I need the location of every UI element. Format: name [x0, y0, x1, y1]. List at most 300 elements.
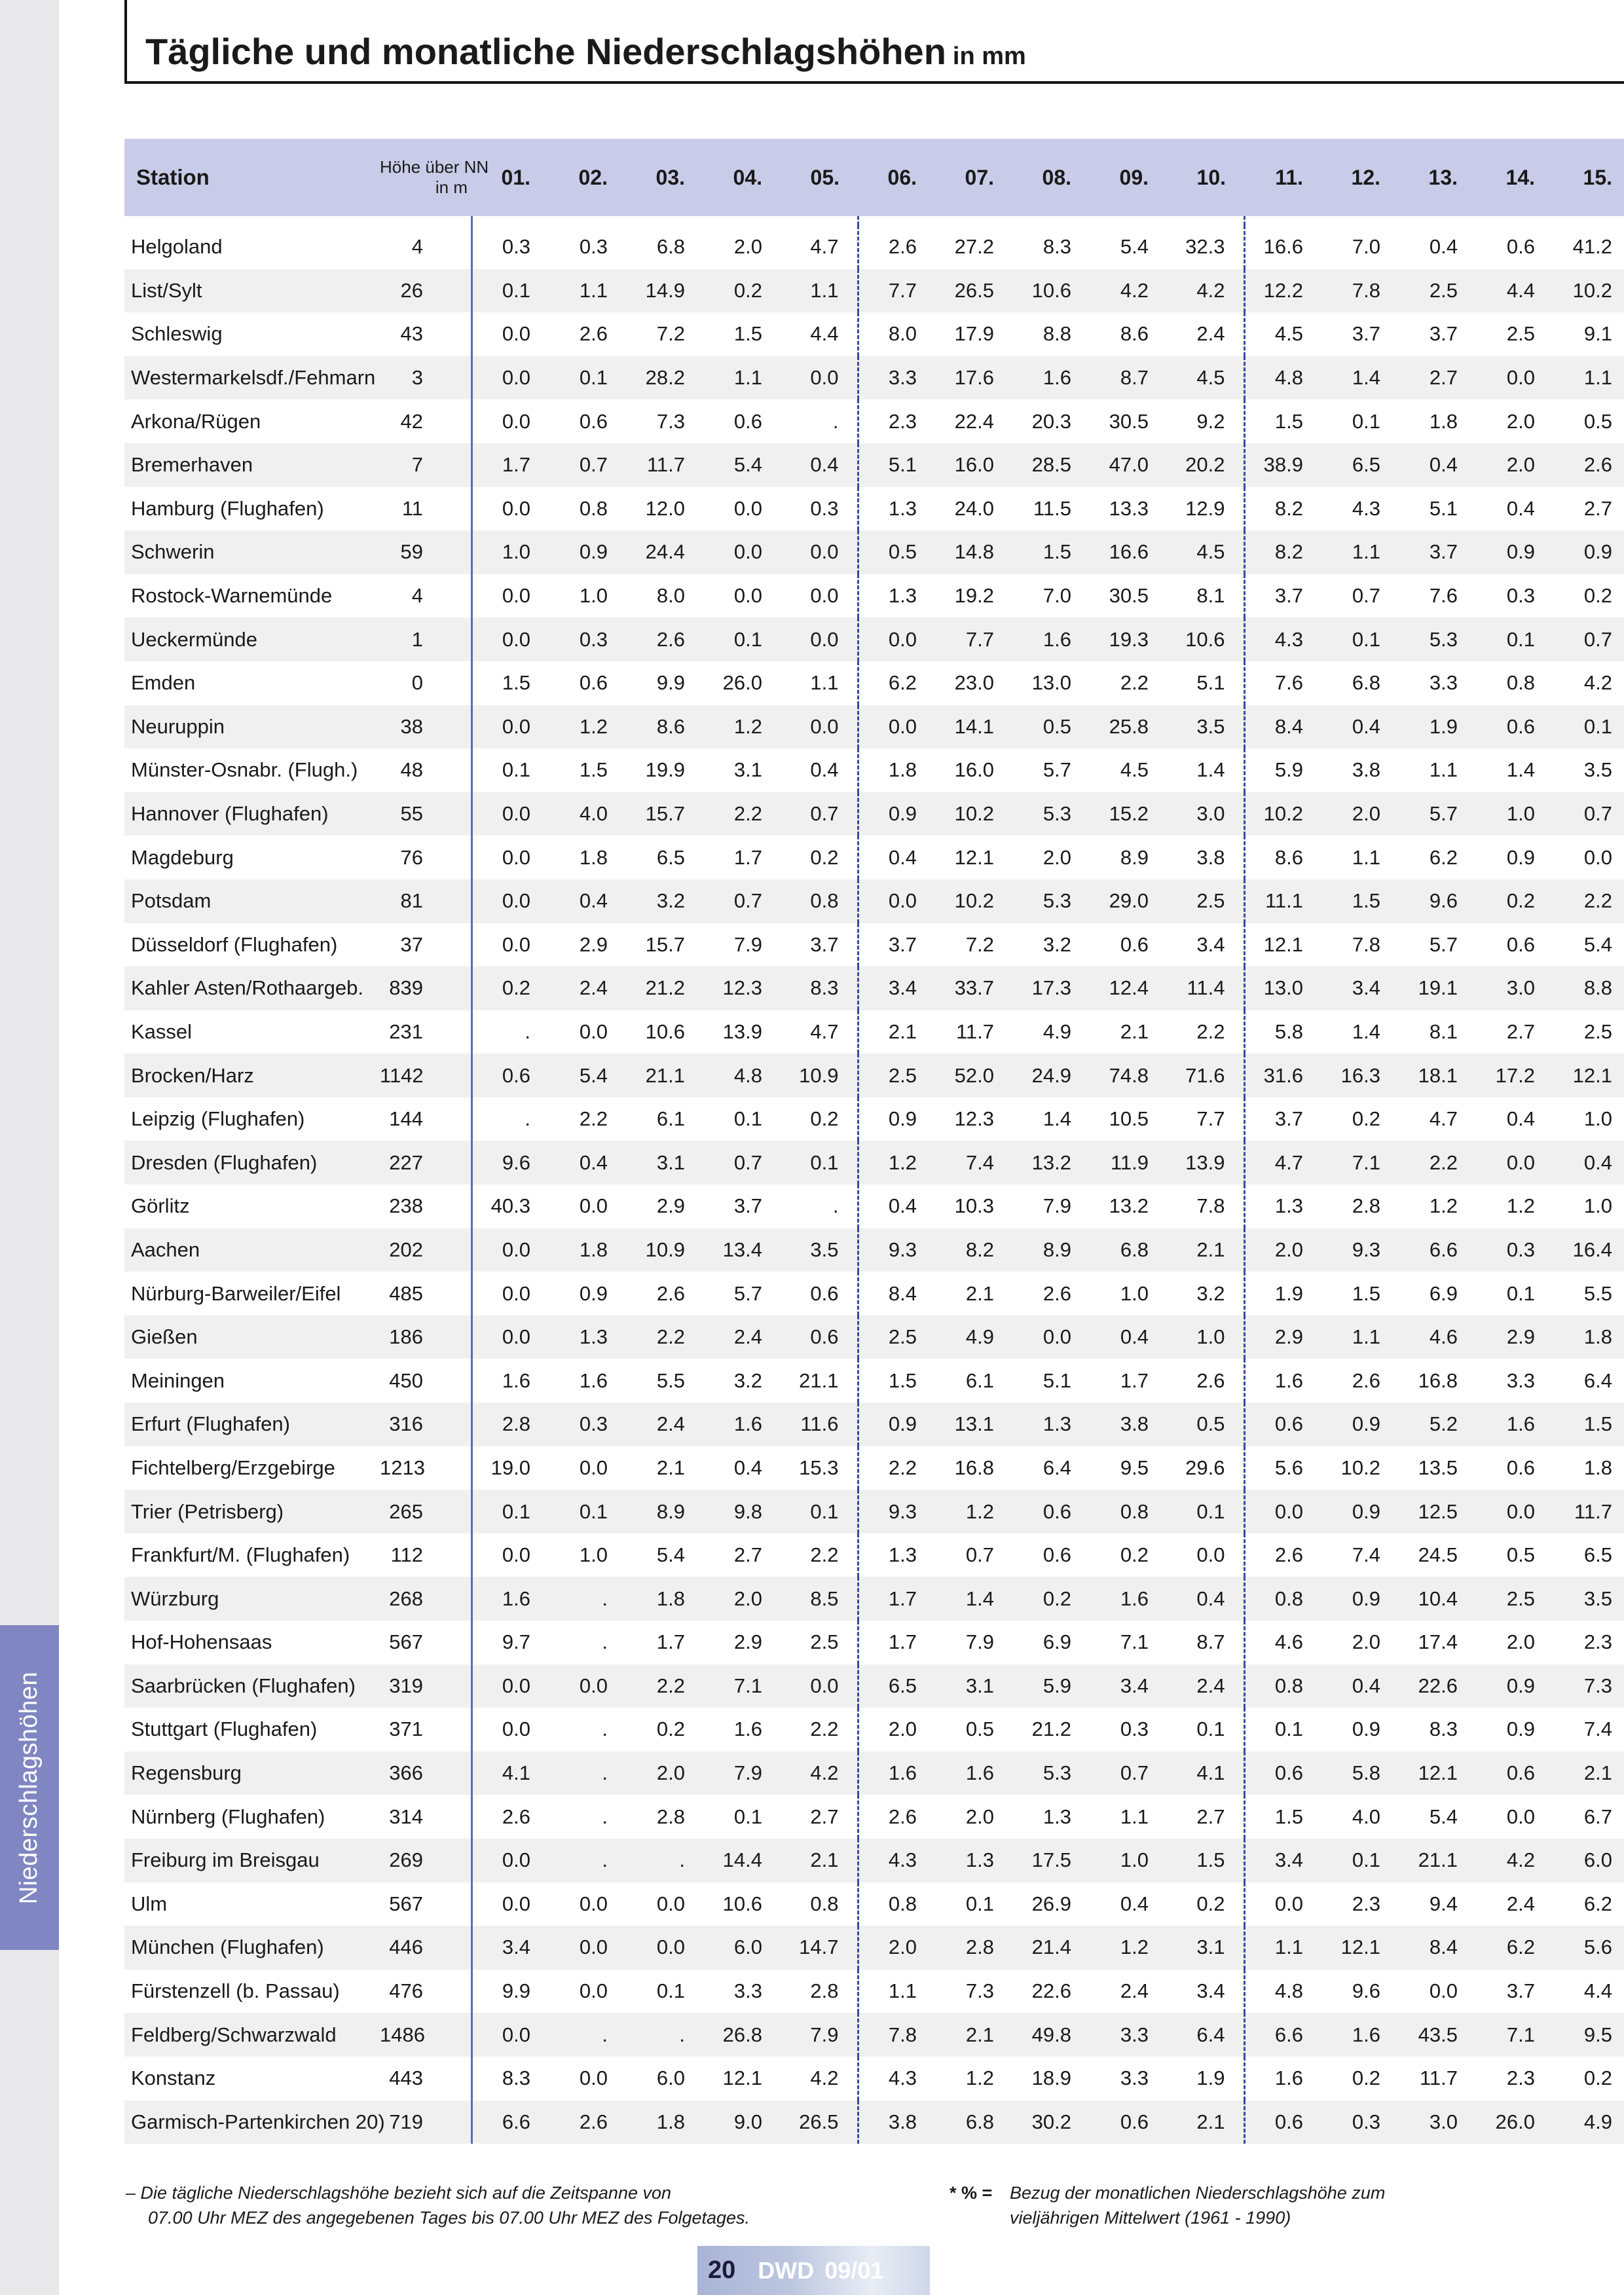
table-row	[124, 1228, 1624, 1272]
precip-value: 8.9	[1090, 835, 1167, 879]
page-footer-badge	[697, 2246, 930, 2295]
precip-value: 0.0	[858, 879, 935, 923]
station-name: Frankfurt/M. (Flughafen)	[124, 1533, 380, 1577]
precip-value: 2.8	[781, 1970, 858, 2013]
height-separator	[432, 1490, 471, 1533]
precip-value: 0.9	[858, 1403, 935, 1446]
precip-value: 11.5	[1012, 487, 1090, 531]
table-row	[124, 1926, 1624, 1970]
precip-value: 10.2	[1553, 269, 1624, 313]
precip-value: 6.0	[626, 2057, 703, 2101]
precip-value: 12.1	[703, 2057, 781, 2101]
precip-value: 22.4	[935, 399, 1012, 443]
precip-value: 21.1	[626, 1054, 703, 1097]
precip-value: 1.2	[935, 1490, 1012, 1533]
table-row	[124, 1752, 1624, 1795]
precip-value: 9.6	[471, 1141, 549, 1184]
precip-value: 20.3	[1012, 399, 1090, 443]
station-name: Neuruppin	[124, 705, 380, 749]
station-height: 227	[380, 1141, 432, 1184]
table-row	[124, 1184, 1624, 1228]
precip-value: 5.7	[1399, 923, 1476, 967]
precip-value: 17.4	[1399, 1621, 1476, 1664]
precip-value: 0.8	[1244, 1577, 1321, 1621]
precip-value: 4.1	[471, 1752, 549, 1795]
precip-value: 5.1	[1399, 487, 1476, 531]
precip-value: 5.4	[703, 443, 781, 487]
precip-value: 0.6	[1244, 2101, 1321, 2144]
precip-value: 6.7	[1553, 1795, 1624, 1839]
precip-value: 0.6	[471, 1054, 549, 1097]
precip-value: 0.2	[703, 269, 781, 313]
precip-value: 0.0	[471, 487, 549, 531]
height-separator	[432, 617, 471, 661]
precip-value: 8.5	[781, 1577, 858, 1621]
station-name: Freiburg im Breisgau	[124, 1839, 380, 1882]
precip-value: 7.0	[1321, 225, 1399, 269]
precip-value: 4.2	[1476, 1839, 1553, 1882]
precip-value: 0.9	[1321, 1403, 1399, 1446]
precip-value: 0.0	[471, 574, 549, 618]
precip-value: 1.5	[1553, 1403, 1624, 1446]
precip-value: 16.8	[1399, 1359, 1476, 1403]
precip-value: 8.8	[1012, 312, 1090, 356]
precip-value: 1.1	[1244, 1926, 1321, 1970]
table-row	[124, 792, 1624, 836]
precip-value: 6.5	[858, 1664, 935, 1708]
station-name: Rostock-Warnemünde	[124, 574, 380, 618]
precip-value: 0.0	[1012, 1315, 1090, 1359]
precip-value: 0.3	[549, 225, 626, 269]
precip-value: 1.0	[1553, 1184, 1624, 1228]
precip-value: 1.3	[1012, 1795, 1090, 1839]
publisher-label: DWD	[758, 2256, 815, 2284]
precip-value: 26.8	[703, 2013, 781, 2057]
station-height: 4	[380, 574, 432, 618]
precip-value: 11.7	[1399, 2057, 1476, 2101]
footnote-left-line2: 07.00 Uhr MEZ des angegebenen Tages bis 07.00 Uhr MEZ des Folgetages.	[148, 2208, 750, 2228]
precip-value: 5.1	[858, 443, 935, 487]
precip-value: 0.6	[1476, 923, 1553, 967]
precip-value: 0.1	[1476, 617, 1553, 661]
precip-value: 4.2	[781, 1752, 858, 1795]
table-row	[124, 225, 1624, 269]
precip-value: 6.5	[1321, 443, 1399, 487]
height-separator	[432, 1752, 471, 1795]
precip-value: 0.6	[781, 1315, 858, 1359]
table-row	[124, 312, 1624, 356]
precip-value: 29.0	[1090, 879, 1167, 923]
precip-value: .	[781, 399, 858, 443]
precip-value: 1.6	[1012, 617, 1090, 661]
precip-value: 2.1	[858, 1010, 935, 1054]
precip-value: 7.3	[1553, 1664, 1624, 1708]
precip-value: 13.0	[1244, 966, 1321, 1010]
precip-value: 3.3	[1090, 2013, 1167, 2057]
table-row	[124, 705, 1624, 749]
precip-value: 0.0	[471, 399, 549, 443]
precip-value: 14.1	[935, 705, 1012, 749]
precip-value: 2.6	[858, 1795, 935, 1839]
precip-value: 8.2	[1244, 530, 1321, 574]
precip-value: 3.3	[858, 356, 935, 400]
precip-value: 2.5	[1399, 269, 1476, 313]
precip-value: 2.2	[858, 1446, 935, 1490]
precip-value: 0.2	[781, 835, 858, 879]
precip-value: 1.2	[1090, 1926, 1167, 1970]
page-title-text: Tägliche und monatliche Niederschlagshöhen	[145, 31, 946, 72]
precip-value: 2.7	[1476, 1010, 1553, 1054]
station-name: Bremerhaven	[124, 443, 380, 487]
precip-value: 10.2	[935, 879, 1012, 923]
precip-value: 2.0	[703, 225, 781, 269]
precip-value: 14.9	[626, 269, 703, 313]
precip-value: 3.7	[1399, 312, 1476, 356]
precip-value: 13.2	[1012, 1141, 1090, 1184]
height-separator	[432, 1577, 471, 1621]
precip-value: 8.7	[1090, 356, 1167, 400]
precip-value: 7.1	[703, 1664, 781, 1708]
precip-value: 0.0	[471, 835, 549, 879]
precip-value: 0.1	[703, 1795, 781, 1839]
precip-value: 0.7	[1321, 574, 1399, 618]
precip-value: 0.0	[471, 1315, 549, 1359]
precip-value: 12.2	[1244, 269, 1321, 313]
side-tab-label: Niederschlagshöhen	[15, 1671, 43, 1904]
table-row	[124, 661, 1624, 705]
precip-value: 2.1	[1090, 1010, 1167, 1054]
precip-value: 18.1	[1399, 1054, 1476, 1097]
precip-value: 26.0	[1476, 2101, 1553, 2144]
precip-value: 0.2	[1553, 2057, 1624, 2101]
height-separator	[432, 966, 471, 1010]
precip-value: 2.1	[935, 1272, 1012, 1315]
station-name: Ulm	[124, 1882, 380, 1926]
precip-value: 19.9	[626, 748, 703, 792]
height-separator	[432, 1970, 471, 2013]
station-height: 265	[380, 1490, 432, 1533]
precip-value: 8.3	[1399, 1708, 1476, 1752]
precip-value: 0.0	[781, 574, 858, 618]
precip-value: 1.5	[858, 1359, 935, 1403]
precip-value: 1.1	[549, 269, 626, 313]
precip-value: 0.5	[1012, 705, 1090, 749]
precip-value: 3.1	[626, 1141, 703, 1184]
precip-value: 16.0	[935, 748, 1012, 792]
precip-value: 0.0	[781, 617, 858, 661]
table-row	[124, 1359, 1624, 1403]
precip-value: 13.9	[1167, 1141, 1244, 1184]
precip-value: 24.5	[1399, 1533, 1476, 1577]
precip-value: 9.3	[858, 1228, 935, 1272]
precip-value: 2.2	[1399, 1141, 1476, 1184]
station-name: Aachen	[124, 1228, 380, 1272]
precip-value: 2.9	[549, 923, 626, 967]
table-row	[124, 1097, 1624, 1141]
precip-value: 1.5	[471, 661, 549, 705]
precip-value: 2.9	[703, 1621, 781, 1664]
height-separator	[432, 530, 471, 574]
height-separator	[432, 2013, 471, 2057]
precip-value: 0.6	[1244, 1403, 1321, 1446]
precip-value: 30.2	[1012, 2101, 1090, 2144]
precip-value: 3.4	[471, 1926, 549, 1970]
precip-value: 0.0	[549, 1926, 626, 1970]
precip-value: 8.6	[1090, 312, 1167, 356]
precip-value: 2.5	[858, 1315, 935, 1359]
precip-value: 0.0	[471, 1272, 549, 1315]
precip-value: 8.6	[1244, 835, 1321, 879]
precip-value: 1.8	[1553, 1446, 1624, 1490]
precip-value: 1.6	[935, 1752, 1012, 1795]
precip-value: 0.0	[471, 617, 549, 661]
precip-value: 12.1	[935, 835, 1012, 879]
footnote-daily-definition	[126, 2180, 912, 2230]
precip-value: 4.5	[1244, 312, 1321, 356]
precip-value: 0.0	[1476, 1141, 1553, 1184]
precip-value: 9.3	[1321, 1228, 1399, 1272]
station-height: 476	[380, 1970, 432, 2013]
precip-value: 1.3	[858, 574, 935, 618]
precip-value: 14.8	[935, 530, 1012, 574]
precip-value: 2.4	[1090, 1970, 1167, 2013]
precip-value: 3.7	[703, 1184, 781, 1228]
precip-value: 0.7	[781, 792, 858, 836]
station-height: 11	[380, 487, 432, 531]
station-name: Magdeburg	[124, 835, 380, 879]
precip-value: 4.3	[1244, 617, 1321, 661]
precip-value: 1.0	[1167, 1315, 1244, 1359]
table-row	[124, 356, 1624, 400]
height-separator	[432, 1315, 471, 1359]
precip-value: 0.4	[1321, 1664, 1399, 1708]
station-name: Leipzig (Flughafen)	[124, 1097, 380, 1141]
station-name: Erfurt (Flughafen)	[124, 1403, 380, 1446]
precip-value: 9.8	[703, 1490, 781, 1533]
precip-value: 2.2	[703, 792, 781, 836]
precip-value: 13.5	[1399, 1446, 1476, 1490]
precip-value: 0.8	[781, 879, 858, 923]
precip-value: 3.8	[1321, 748, 1399, 792]
precip-value: 2.0	[1476, 1621, 1553, 1664]
precip-value: 18.9	[1012, 2057, 1090, 2101]
table-row	[124, 1882, 1624, 1926]
height-separator	[432, 879, 471, 923]
station-height: 38	[380, 705, 432, 749]
precip-value: 4.5	[1090, 748, 1167, 792]
station-name: Konstanz	[124, 2057, 380, 2101]
precip-value: 4.8	[1244, 356, 1321, 400]
precip-value: 23.0	[935, 661, 1012, 705]
precip-value: 0.3	[1321, 2101, 1399, 2144]
precip-value: 6.9	[1399, 1272, 1476, 1315]
precip-value: 0.0	[549, 1970, 626, 2013]
precip-value: 2.2	[781, 1708, 858, 1752]
precip-value: 5.9	[1012, 1664, 1090, 1708]
precip-value: 2.1	[935, 2013, 1012, 2057]
precip-value: 2.1	[626, 1446, 703, 1490]
precip-value: 0.2	[1012, 1577, 1090, 1621]
station-name: Schwerin	[124, 530, 380, 574]
precip-value: 9.5	[1090, 1446, 1167, 1490]
precip-value: 3.4	[1167, 923, 1244, 967]
precip-value: 7.4	[1321, 1533, 1399, 1577]
precip-value: 2.5	[1167, 879, 1244, 923]
table-row	[124, 1664, 1624, 1708]
precip-value: 16.3	[1321, 1054, 1399, 1097]
precip-value: 1.6	[1090, 1577, 1167, 1621]
precip-value: 1.6	[471, 1359, 549, 1403]
station-name: Münster-Osnabr. (Flugh.)	[124, 748, 380, 792]
precip-value: 1.2	[935, 2057, 1012, 2101]
precip-value: 2.4	[549, 966, 626, 1010]
precip-value: 2.7	[1399, 356, 1476, 400]
header-day: 10.	[1196, 165, 1227, 189]
precip-value: 0.6	[1012, 1490, 1090, 1533]
precip-value: 5.4	[1399, 1795, 1476, 1839]
precip-value: 4.3	[858, 1839, 935, 1882]
precip-value: 10.2	[1321, 1446, 1399, 1490]
precip-value: 0.0	[703, 487, 781, 531]
precip-value: 7.3	[626, 399, 703, 443]
precip-value: 1.4	[1321, 1010, 1399, 1054]
station-height: 42	[380, 399, 432, 443]
precip-value: 0.7	[703, 1141, 781, 1184]
header-day: 01.	[501, 165, 531, 189]
precip-value: 6.0	[703, 1926, 781, 1970]
precip-value: 2.0	[1321, 1621, 1399, 1664]
table-row	[124, 1970, 1624, 2013]
precip-value: 8.9	[1012, 1228, 1090, 1272]
precip-value: 1.5	[1321, 879, 1399, 923]
precip-value: 3.7	[1321, 312, 1399, 356]
table-row	[124, 574, 1624, 618]
precip-value: 0.0	[471, 1664, 549, 1708]
precip-value: 0.1	[1321, 617, 1399, 661]
precip-value: 24.0	[935, 487, 1012, 531]
station-height: 1486	[380, 2013, 432, 2057]
height-separator	[432, 399, 471, 443]
precip-value: 2.7	[781, 1795, 858, 1839]
page-title-unit: in mm	[952, 43, 1026, 70]
height-separator	[432, 1403, 471, 1446]
precip-value: 21.1	[781, 1359, 858, 1403]
header-day: 06.	[887, 165, 917, 189]
precip-value: 1.6	[471, 1577, 549, 1621]
station-name: Fichtelberg/Erzgebirge	[124, 1446, 380, 1490]
precip-value: 0.6	[1476, 705, 1553, 749]
precip-value: 1.7	[1090, 1359, 1167, 1403]
precip-value: 2.5	[1476, 1577, 1553, 1621]
precip-value: 5.8	[1244, 1010, 1321, 1054]
station-height: 443	[380, 2057, 432, 2101]
precip-value: 0.6	[1090, 2101, 1167, 2144]
precip-value: 2.8	[1321, 1184, 1399, 1228]
station-name: Hamburg (Flughafen)	[124, 487, 380, 531]
precip-value: 7.3	[935, 1970, 1012, 2013]
header-day: 03.	[655, 165, 686, 189]
station-name: Emden	[124, 661, 380, 705]
precip-value: 5.7	[1399, 792, 1476, 836]
precip-value: 3.8	[858, 2101, 935, 2144]
precip-value: 0.0	[471, 1533, 549, 1577]
precip-value: 17.9	[935, 312, 1012, 356]
precip-value: 2.9	[1476, 1315, 1553, 1359]
precip-value: 11.4	[1167, 966, 1244, 1010]
precip-value: 3.5	[1553, 1577, 1624, 1621]
table-header-row	[124, 139, 1624, 216]
precip-value: 6.8	[626, 225, 703, 269]
precip-value: 1.5	[1167, 1839, 1244, 1882]
table-row	[124, 2057, 1624, 2101]
precip-value: 29.6	[1167, 1446, 1244, 1490]
precip-value: 16.8	[935, 1446, 1012, 1490]
precip-value: 0.8	[549, 487, 626, 531]
precip-value: 0.0	[781, 530, 858, 574]
station-height: 1	[380, 617, 432, 661]
precip-value: 0.5	[858, 530, 935, 574]
precip-value: 0.0	[1476, 1490, 1553, 1533]
precip-value: .	[549, 1708, 626, 1752]
precip-value: 1.8	[549, 1228, 626, 1272]
precip-value: 1.8	[626, 1577, 703, 1621]
precip-value: 1.1	[1321, 835, 1399, 879]
precip-value: 0.7	[1090, 1752, 1167, 1795]
station-name: Würzburg	[124, 1577, 380, 1621]
precip-value: 8.2	[1244, 487, 1321, 531]
precip-value: 3.3	[1090, 2057, 1167, 2101]
precip-value: 11.7	[935, 1010, 1012, 1054]
precip-value: 5.6	[1553, 1926, 1624, 1970]
station-name: Schleswig	[124, 312, 380, 356]
precip-value: 21.4	[1012, 1926, 1090, 1970]
header-height	[380, 139, 489, 216]
header-day: 07.	[965, 165, 995, 189]
precip-value: 2.3	[1321, 1882, 1399, 1926]
station-name: Feldberg/Schwarzwald	[124, 2013, 380, 2057]
precip-value: 9.9	[471, 1970, 549, 2013]
precip-value: 0.1	[1167, 1490, 1244, 1533]
station-name: Ueckermünde	[124, 617, 380, 661]
station-height: 186	[380, 1315, 432, 1359]
precip-value: 2.9	[1244, 1315, 1321, 1359]
precip-value: 0.6	[1244, 1752, 1321, 1795]
precip-value: 3.7	[1244, 1097, 1321, 1141]
precip-value: 8.1	[1167, 574, 1244, 618]
header-day: 12.	[1351, 165, 1381, 189]
precip-value: 3.5	[1553, 748, 1624, 792]
precip-value: 1.8	[626, 2101, 703, 2144]
precip-value: 5.5	[626, 1359, 703, 1403]
precip-value: 0.4	[703, 1446, 781, 1490]
height-separator	[432, 1272, 471, 1315]
precip-value: 10.2	[1244, 792, 1321, 836]
precip-value: 5.3	[1399, 617, 1476, 661]
precip-value: 4.5	[1167, 530, 1244, 574]
height-separator	[432, 1664, 471, 1708]
precip-value: 15.7	[626, 792, 703, 836]
precip-value: 2.6	[858, 225, 935, 269]
precip-value: 0.0	[781, 356, 858, 400]
precip-value: 1.1	[1321, 1315, 1399, 1359]
precip-value: 10.6	[1167, 617, 1244, 661]
precip-value: 2.5	[858, 1054, 935, 1097]
station-height: 319	[380, 1664, 432, 1708]
precip-value: 2.4	[1167, 1664, 1244, 1708]
precip-value: 0.1	[781, 1141, 858, 1184]
station-name: Nürburg-Barweiler/Eifel	[124, 1272, 380, 1315]
table-row	[124, 1708, 1624, 1752]
